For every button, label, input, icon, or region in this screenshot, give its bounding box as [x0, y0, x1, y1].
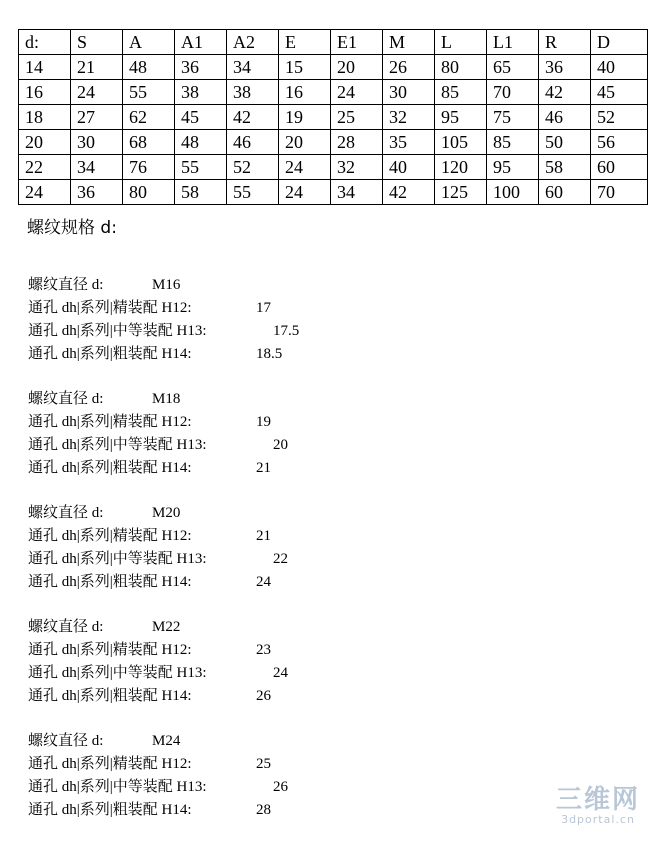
- table-cell: 46: [227, 130, 279, 155]
- thread-diameter-value: M18: [152, 391, 181, 407]
- table-header-row: [19, 30, 648, 55]
- table-cell: 36: [539, 55, 591, 80]
- table-row: [19, 130, 648, 155]
- table-row: [19, 180, 648, 205]
- table-cell: 85: [435, 80, 487, 105]
- watermark-domain: 3dportal.cn: [561, 813, 635, 826]
- fine-fit-hole-line: [28, 297, 488, 320]
- coarse-fit-hole-line: [28, 571, 488, 594]
- table-cell: 95: [487, 155, 539, 180]
- table-cell: 60: [591, 155, 648, 180]
- table-cell: 14: [19, 55, 71, 80]
- thread-diameter-label: 螺纹直径 d:: [28, 733, 104, 749]
- fine-fit-hole-label: 通孔 dh|系列|精装配 H12:: [28, 300, 192, 316]
- thread-diameter-value: M22: [152, 619, 181, 635]
- table-cell: 60: [539, 180, 591, 205]
- table-cell: 28: [331, 130, 383, 155]
- fine-fit-hole-label: 通孔 dh|系列|精装配 H12:: [28, 528, 192, 544]
- fine-fit-hole-line: [28, 411, 488, 434]
- table-cell: 20: [279, 130, 331, 155]
- coarse-fit-hole-line: [28, 685, 488, 708]
- coarse-fit-hole-value: 24: [256, 574, 271, 590]
- coarse-fit-hole-value: 26: [256, 688, 271, 704]
- table-cell: 45: [591, 80, 648, 105]
- table-cell: 16: [19, 80, 71, 105]
- table-cell: 48: [123, 55, 175, 80]
- table-cell: 56: [591, 130, 648, 155]
- table-cell: 34: [331, 180, 383, 205]
- table-cell: 68: [123, 130, 175, 155]
- medium-fit-hole-line: [28, 548, 488, 571]
- table-cell: 55: [123, 80, 175, 105]
- table-cell: 27: [71, 105, 123, 130]
- table-header-cell: D: [591, 30, 648, 55]
- table-header-cell: E1: [331, 30, 383, 55]
- medium-fit-hole-label: 通孔 dh|系列|中等装配 H13:: [28, 437, 207, 453]
- coarse-fit-hole-label: 通孔 dh|系列|粗装配 H14:: [28, 802, 192, 818]
- table-cell: 46: [539, 105, 591, 130]
- coarse-fit-hole-value: 28: [256, 802, 271, 818]
- table-row: [19, 80, 648, 105]
- hole-spec-block: [28, 502, 488, 594]
- table-cell: 55: [175, 155, 227, 180]
- site-watermark: [550, 786, 646, 826]
- thread-diameter-line: [28, 388, 488, 411]
- medium-fit-hole-value: 17.5: [273, 323, 300, 339]
- table-cell: 40: [383, 155, 435, 180]
- table-cell: 22: [19, 155, 71, 180]
- medium-fit-hole-value: 26: [273, 779, 288, 795]
- table-cell: 48: [175, 130, 227, 155]
- medium-fit-hole-line: [28, 320, 488, 343]
- table-cell: 125: [435, 180, 487, 205]
- table-cell: 16: [279, 80, 331, 105]
- coarse-fit-hole-label: 通孔 dh|系列|粗装配 H14:: [28, 346, 192, 362]
- table-header-cell: A: [123, 30, 175, 55]
- coarse-fit-hole-label: 通孔 dh|系列|粗装配 H14:: [28, 688, 192, 704]
- table-header-cell: L1: [487, 30, 539, 55]
- table-cell: 20: [331, 55, 383, 80]
- thread-diameter-line: [28, 502, 488, 525]
- medium-fit-hole-line: [28, 434, 488, 457]
- table-header-cell: A1: [175, 30, 227, 55]
- medium-fit-hole-line: [28, 776, 488, 799]
- table-cell: 70: [487, 80, 539, 105]
- medium-fit-hole-label: 通孔 dh|系列|中等装配 H13:: [28, 779, 207, 795]
- table-cell: 38: [175, 80, 227, 105]
- medium-fit-hole-value: 24: [273, 665, 288, 681]
- medium-fit-hole-label: 通孔 dh|系列|中等装配 H13:: [28, 323, 207, 339]
- thread-diameter-label: 螺纹直径 d:: [28, 277, 104, 293]
- table-cell: 52: [591, 105, 648, 130]
- fine-fit-hole-line: [28, 639, 488, 662]
- table-cell: 65: [487, 55, 539, 80]
- table-row: [19, 155, 648, 180]
- table-cell: 80: [435, 55, 487, 80]
- hole-spec-block: [28, 388, 488, 480]
- table-cell: 50: [539, 130, 591, 155]
- watermark-logo: 三维网: [555, 785, 640, 815]
- table-cell: 36: [175, 55, 227, 80]
- thread-diameter-value: M20: [152, 505, 181, 521]
- medium-fit-hole-line: [28, 662, 488, 685]
- table-cell: 24: [279, 155, 331, 180]
- table-cell: 76: [123, 155, 175, 180]
- thread-diameter-line: [28, 616, 488, 639]
- thread-diameter-line: [28, 730, 488, 753]
- table-cell: 24: [71, 80, 123, 105]
- table-cell: 95: [435, 105, 487, 130]
- table-header-cell: A2: [227, 30, 279, 55]
- table-cell: 80: [123, 180, 175, 205]
- coarse-fit-hole-line: [28, 799, 488, 822]
- table-cell: 55: [227, 180, 279, 205]
- table-cell: 24: [19, 180, 71, 205]
- table-cell: 45: [175, 105, 227, 130]
- coarse-fit-hole-value: 18.5: [256, 346, 283, 362]
- hole-spec-block: [28, 616, 488, 708]
- table-cell: 15: [279, 55, 331, 80]
- thread-diameter-line: [28, 274, 488, 297]
- hole-spec-block: [28, 730, 488, 822]
- table-cell: 62: [123, 105, 175, 130]
- table-cell: 19: [279, 105, 331, 130]
- thread-diameter-label: 螺纹直径 d:: [28, 619, 104, 635]
- table-header-cell: R: [539, 30, 591, 55]
- table-header-cell: E: [279, 30, 331, 55]
- medium-fit-hole-label: 通孔 dh|系列|中等装配 H13:: [28, 665, 207, 681]
- table-cell: 42: [383, 180, 435, 205]
- fine-fit-hole-value: 21: [256, 528, 271, 544]
- hole-spec-block: [28, 274, 488, 366]
- thread-diameter-value: M16: [152, 277, 181, 293]
- section-heading: 螺纹规格 d:: [27, 218, 117, 238]
- coarse-fit-hole-value: 21: [256, 460, 271, 476]
- table-cell: 38: [227, 80, 279, 105]
- table-row: [19, 55, 648, 80]
- table-cell: 34: [227, 55, 279, 80]
- table-cell: 30: [71, 130, 123, 155]
- table-cell: 21: [71, 55, 123, 80]
- table-cell: 70: [591, 180, 648, 205]
- table-cell: 100: [487, 180, 539, 205]
- fine-fit-hole-value: 19: [256, 414, 271, 430]
- table-cell: 105: [435, 130, 487, 155]
- table-cell: 32: [383, 105, 435, 130]
- table-cell: 58: [539, 155, 591, 180]
- table-cell: 58: [175, 180, 227, 205]
- table-cell: 26: [383, 55, 435, 80]
- table-row: [19, 105, 648, 130]
- thread-diameter-label: 螺纹直径 d:: [28, 391, 104, 407]
- thread-diameter-label: 螺纹直径 d:: [28, 505, 104, 521]
- table-cell: 85: [487, 130, 539, 155]
- table-cell: 40: [591, 55, 648, 80]
- medium-fit-hole-value: 20: [273, 437, 288, 453]
- table-cell: 34: [71, 155, 123, 180]
- fine-fit-hole-line: [28, 753, 488, 776]
- table-cell: 32: [331, 155, 383, 180]
- table-header-cell: L: [435, 30, 487, 55]
- table-header-cell: d:: [19, 30, 71, 55]
- table-body: [19, 30, 648, 205]
- table-cell: 24: [331, 80, 383, 105]
- coarse-fit-hole-label: 通孔 dh|系列|粗装配 H14:: [28, 460, 192, 476]
- coarse-fit-hole-label: 通孔 dh|系列|粗装配 H14:: [28, 574, 192, 590]
- table-cell: 35: [383, 130, 435, 155]
- fine-fit-hole-value: 25: [256, 756, 271, 772]
- fine-fit-hole-line: [28, 525, 488, 548]
- table-header-cell: M: [383, 30, 435, 55]
- table-cell: 24: [279, 180, 331, 205]
- fine-fit-hole-label: 通孔 dh|系列|精装配 H12:: [28, 756, 192, 772]
- coarse-fit-hole-line: [28, 343, 488, 366]
- thread-diameter-value: M24: [152, 733, 181, 749]
- table-cell: 36: [71, 180, 123, 205]
- fine-fit-hole-value: 17: [256, 300, 271, 316]
- table-cell: 30: [383, 80, 435, 105]
- medium-fit-hole-value: 22: [273, 551, 288, 567]
- table-header-cell: S: [71, 30, 123, 55]
- table-cell: 25: [331, 105, 383, 130]
- fine-fit-hole-value: 23: [256, 642, 271, 658]
- table-cell: 42: [539, 80, 591, 105]
- table-cell: 42: [227, 105, 279, 130]
- table-cell: 52: [227, 155, 279, 180]
- fine-fit-hole-label: 通孔 dh|系列|精装配 H12:: [28, 414, 192, 430]
- table-cell: 18: [19, 105, 71, 130]
- hole-spec-list: [28, 274, 488, 844]
- table-cell: 75: [487, 105, 539, 130]
- medium-fit-hole-label: 通孔 dh|系列|中等装配 H13:: [28, 551, 207, 567]
- dimension-table: [18, 29, 648, 205]
- table-cell: 20: [19, 130, 71, 155]
- table-cell: 120: [435, 155, 487, 180]
- coarse-fit-hole-line: [28, 457, 488, 480]
- fine-fit-hole-label: 通孔 dh|系列|精装配 H12:: [28, 642, 192, 658]
